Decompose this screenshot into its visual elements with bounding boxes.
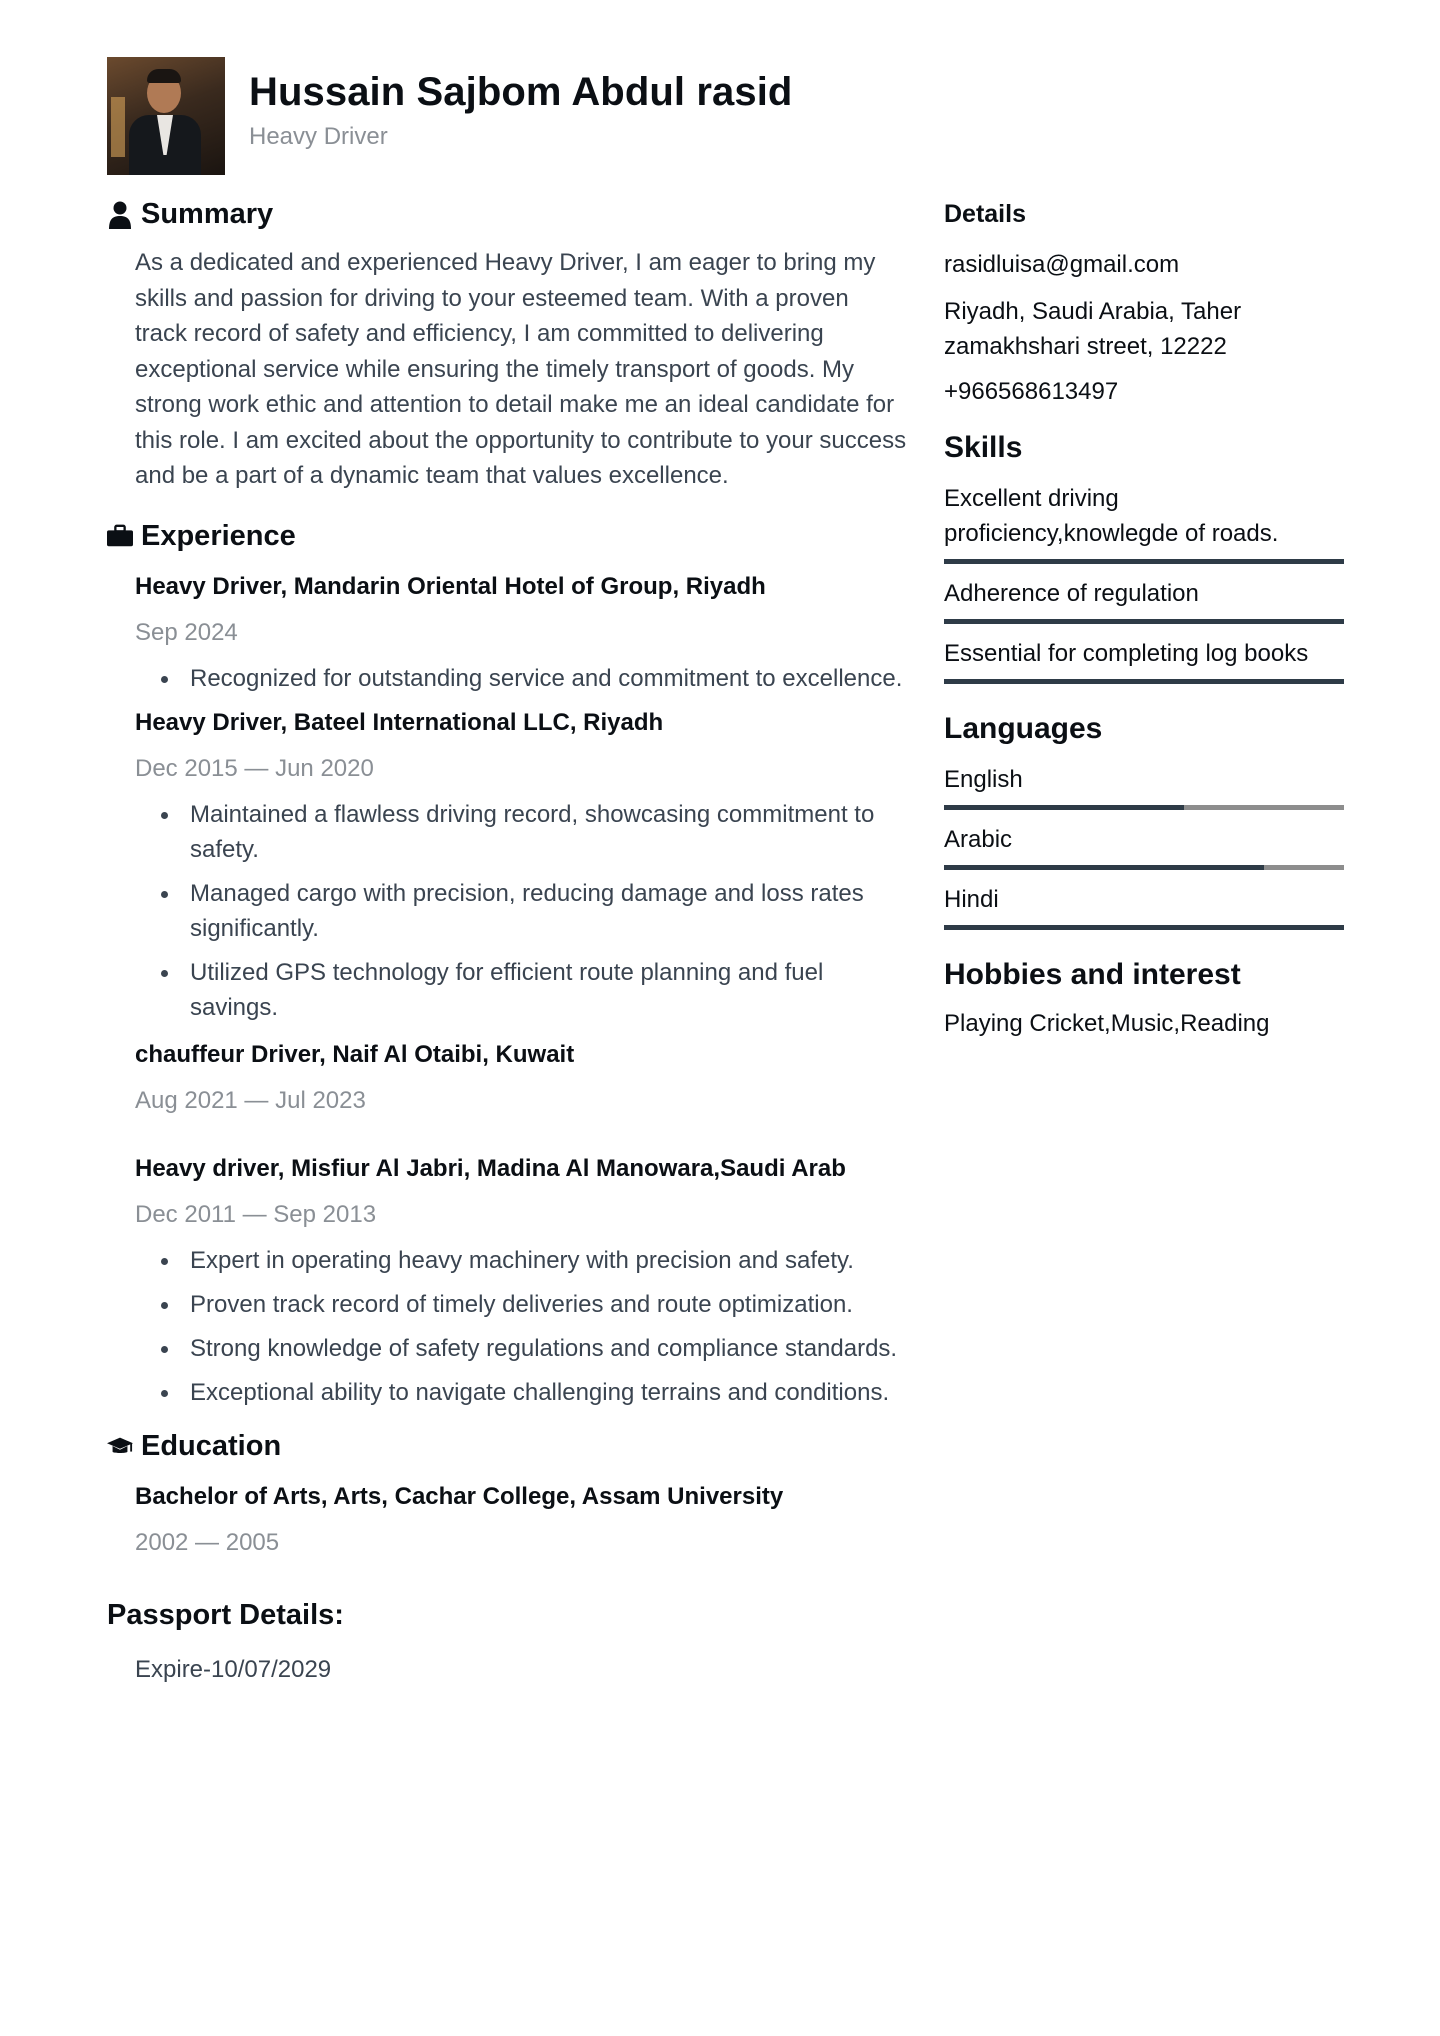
summary-title: Summary bbox=[141, 198, 274, 230]
job-bullet: Proven track record of timely deliveries and route optimization. bbox=[135, 1287, 907, 1322]
job-entry bbox=[135, 1151, 907, 1410]
address-text: Riyadh, Saudi Arabia, Taher zamakhshari street, 12222 bbox=[944, 298, 1242, 360]
job-bullet: Expert in operating heavy machinery with precision and safety. bbox=[135, 1243, 907, 1278]
degree-date: 2002 — 2005 bbox=[135, 1528, 280, 1556]
job-bullet: Maintained a flawless driving record, showcasing commitment to safety. bbox=[135, 797, 907, 867]
languages-section bbox=[944, 712, 1344, 930]
education-heading bbox=[107, 1430, 907, 1463]
skill-bar bbox=[944, 619, 1344, 624]
language-bar bbox=[944, 925, 1344, 930]
languages-title: Languages bbox=[944, 712, 1103, 745]
job-date: Dec 2011 — Sep 2013 bbox=[135, 1200, 377, 1228]
skills-title: Skills bbox=[944, 431, 1023, 464]
hobbies-title: Hobbies and interest bbox=[944, 958, 1241, 991]
education-title: Education bbox=[141, 1429, 282, 1462]
summary-section bbox=[107, 198, 907, 494]
resume-header bbox=[107, 57, 792, 175]
graduation-cap-icon bbox=[107, 1431, 133, 1461]
job-bullet: Exceptional ability to navigate challenging terrains and conditions. bbox=[135, 1375, 907, 1410]
job-date: Dec 2015 — Jun 2020 bbox=[135, 754, 374, 782]
passport-section bbox=[107, 1599, 907, 1688]
summary-text: As a dedicated and experienced Heavy Driver, I am eager to bring my skills and passion for driving to your esteemed team. With a proven track record of safety and efficiency, I am committed to delivering exceptional service while ensuring the timely transport of goods. My strong work ethic and attention to detail make me an ideal candidate for this role. I am excited about the opportunity to contribute to your success and be a part of a dynamic team that values excellence. bbox=[135, 249, 907, 489]
job-entry bbox=[135, 569, 907, 696]
experience-heading bbox=[107, 520, 907, 553]
skill-bar bbox=[944, 559, 1344, 564]
job-title: Heavy driver, Misfiur Al Jabri, Madina Al Manowara,Saudi Arab bbox=[135, 1154, 846, 1182]
language-label: English bbox=[944, 766, 1023, 793]
skill-label: Adherence of regulation bbox=[944, 580, 1199, 607]
details-title: Details bbox=[944, 200, 1026, 228]
job-date: Aug 2021 — Jul 2023 bbox=[135, 1086, 366, 1114]
skill-label: Essential for completing log books bbox=[944, 640, 1309, 667]
candidate-role: Heavy Driver bbox=[249, 123, 388, 150]
main-column bbox=[107, 198, 907, 1688]
job-entry bbox=[135, 705, 907, 1025]
passport-expiry: Expire-10/07/2029 bbox=[135, 1655, 332, 1683]
job-bullet: Strong knowledge of safety regulations and compliance standards. bbox=[135, 1331, 907, 1366]
language-bar bbox=[944, 865, 1344, 870]
skill-item bbox=[944, 576, 1344, 624]
skill-item bbox=[944, 481, 1344, 564]
skill-bar bbox=[944, 679, 1344, 684]
hobbies-text: Playing Cricket,Music,Reading bbox=[944, 1010, 1270, 1037]
language-item bbox=[944, 882, 1344, 930]
job-bullet: Managed cargo with precision, reducing damage and loss rates significantly. bbox=[135, 876, 907, 946]
phone-text: +966568613497 bbox=[944, 378, 1119, 405]
job-bullet: Recognized for outstanding service and commitment to excellence. bbox=[135, 661, 907, 696]
job-date: Sep 2024 bbox=[135, 618, 238, 646]
language-label: Arabic bbox=[944, 826, 1013, 853]
language-item bbox=[944, 822, 1344, 870]
email-text: rasidluisa@gmail.com bbox=[944, 251, 1180, 278]
job-bullets bbox=[135, 1243, 907, 1410]
job-bullet: Utilized GPS technology for efficient route planning and fuel savings. bbox=[135, 955, 907, 1025]
education-section bbox=[107, 1430, 907, 1561]
skills-section bbox=[944, 431, 1344, 684]
briefcase-icon bbox=[107, 521, 133, 551]
candidate-name: Hussain Sajbom Abdul rasid bbox=[249, 70, 793, 114]
skill-item bbox=[944, 636, 1344, 684]
sidebar-column bbox=[944, 200, 1344, 1041]
job-title: chauffeur Driver, Naif Al Otaibi, Kuwait bbox=[135, 1040, 575, 1068]
skill-label: Excellent driving proficiency,knowlegde of roads. bbox=[944, 485, 1279, 547]
experience-section bbox=[107, 520, 907, 1410]
degree-title: Bachelor of Arts, Arts, Cachar College, Assam University bbox=[135, 1482, 784, 1510]
experience-title: Experience bbox=[141, 519, 296, 552]
language-label: Hindi bbox=[944, 886, 999, 913]
hobbies-section bbox=[944, 958, 1344, 1041]
job-title: Heavy Driver, Mandarin Oriental Hotel of Group, Riyadh bbox=[135, 572, 766, 600]
language-bar bbox=[944, 805, 1344, 810]
summary-heading bbox=[107, 198, 907, 231]
person-icon bbox=[107, 200, 133, 230]
language-item bbox=[944, 762, 1344, 810]
job-bullets bbox=[135, 661, 907, 696]
job-entry bbox=[135, 1037, 907, 1119]
job-title: Heavy Driver, Bateel International LLC, Riyadh bbox=[135, 708, 664, 736]
job-bullets bbox=[135, 797, 907, 1025]
details-section bbox=[944, 200, 1344, 409]
passport-heading: Passport Details: bbox=[107, 1598, 344, 1631]
profile-photo bbox=[107, 57, 225, 175]
